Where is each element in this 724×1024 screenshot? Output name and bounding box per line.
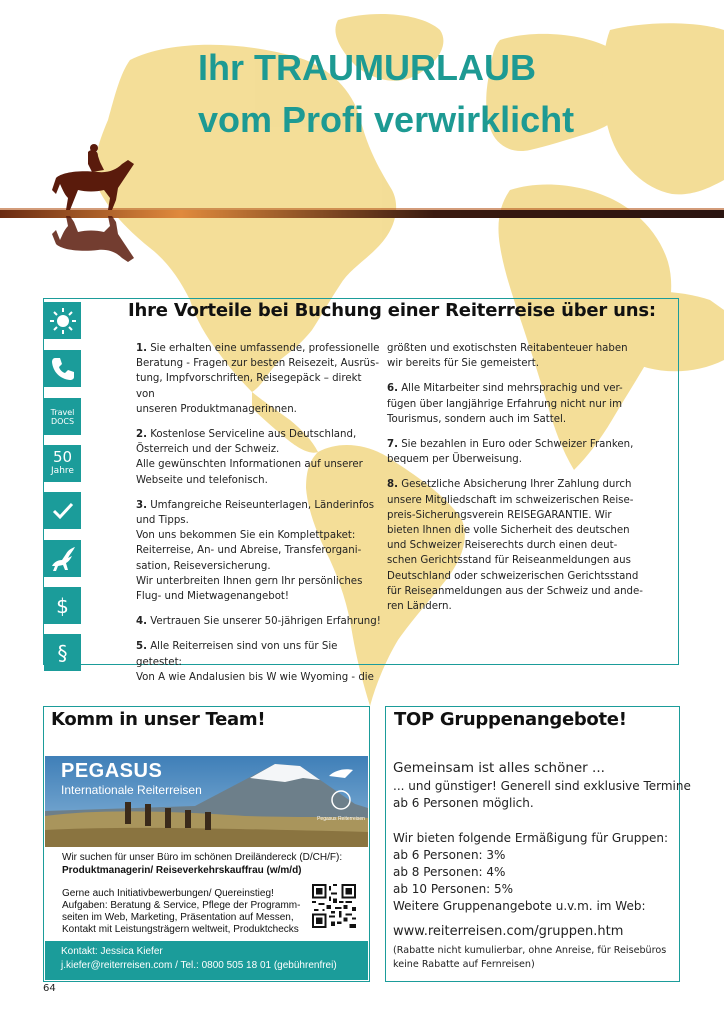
benefit-7: 7. Sie bezahlen in Euro oder Schweizer Franken, bequem per Überweisung. <box>387 439 634 466</box>
benefit-5-continued: größten und exotischsten Reitabenteuer haben wir bereits für Sie gemeistert. <box>387 343 628 370</box>
sun-icon <box>44 302 81 339</box>
benefit-8: 8. Gesetzliche Absicherung Ihrer Zahlung durch unsere Mitgliedschaft im schweizerischen Reise- preis-Sicherungsverein REISEGARANTIE. Wir bieten Ihnen die volle Sicherheit des deutschen und Schweizer Reiserechts durch einen deut- schen Gerichtsstand für Reiseanmeldungen aus Deutschland oder schweizerischen Gerichtsstand für Reiseanmeldungen aus der Schweiz und ande- ren Ländern. <box>387 479 643 613</box>
pegasus-brand: PEGASUS <box>61 760 163 782</box>
team-contact-line[interactable]: j.kiefer@reiterreisen.com / Tel.: 0800 505 18 01 (gebührenfrei) <box>61 960 337 971</box>
fifty-years-number: 50 <box>52 447 73 466</box>
group-line-2: ab 6 Personen möglich. <box>393 796 534 810</box>
group-offers-title: TOP Gruppenangebote! <box>394 709 627 730</box>
team-line-5: seiten im Web, Marketing, Präsentation auf Messen, <box>62 912 294 923</box>
benefits-title: Ihre Vorteile bei Buchung einer Reiterreise über uns: <box>128 300 656 321</box>
group-offers-link[interactable]: www.reiterreisen.com/gruppen.htm <box>393 924 624 939</box>
headline-line-2: vom Profi verwirklicht <box>198 99 575 140</box>
benefits-right-column <box>387 341 647 614</box>
team-line-1: Wir suchen für unser Büro im schönen Dreiländereck (D/CH/F): <box>62 852 343 863</box>
travel-docs-line1: Travel <box>50 407 75 417</box>
paragraph-icon: § <box>44 634 81 671</box>
page-number: 64 <box>43 983 56 994</box>
headline-line-1: Ihr TRAUMURLAUB <box>198 47 536 88</box>
group-discount-10: ab 10 Personen: 5% <box>393 882 514 896</box>
group-note-line-1: (Rabatte nicht kumulierbar, ohne Anreise, für Reisebüros <box>393 945 667 956</box>
benefit-4: 4. Vertrauen Sie unserer 50-jährigen Erfahrung! <box>136 616 381 628</box>
benefit-1: 1. Sie erhalten eine umfassende, professionelle Beratung - Fragen zur besten Reisezeit, Ausrüs- tung, Impfvorschriften, Reisegepäck – direkt von unseren Produktmanagerinnen. <box>136 343 380 415</box>
travel-docs-line2: DOCS <box>50 416 75 426</box>
rider-silhouette-horizon <box>0 140 724 290</box>
phone-icon <box>44 350 81 387</box>
team-job-title: Produktmanagerin/ Reiseverkehrskauffrau (w/m/d) <box>62 865 302 876</box>
pegasus-icon <box>44 540 81 577</box>
team-line-3: Gerne auch Initiativbewerbungen/ Quereinstieg! <box>62 888 274 899</box>
checkmark-icon <box>44 492 81 529</box>
team-title: Komm in unser Team! <box>51 709 266 730</box>
pegasus-subtitle: Internationale Reiterreisen <box>61 783 202 797</box>
team-contact-name: Kontakt: Jessica Kiefer <box>61 946 163 957</box>
group-discount-8: ab 8 Personen: 4% <box>393 865 506 879</box>
team-line-6: Kontakt mit Leistungsträgern weltweit, Produktchecks <box>62 924 299 935</box>
fifty-years-label: Jahre <box>51 465 74 476</box>
group-note-line-2: keine Rabatte auf Fernreisen) <box>393 959 535 970</box>
travel-docs-icon <box>44 398 81 435</box>
pegasus-logo-text: Pegasus Reiterreisen <box>317 816 365 822</box>
group-discount-6: ab 6 Personen: 3% <box>393 848 506 862</box>
group-more-offers: Weitere Gruppenangebote u.v.m. im Web: <box>393 899 646 913</box>
group-discount-intro: Wir bieten folgende Ermäßigung für Gruppen: <box>393 831 669 845</box>
group-lead: Gemeinsam ist alles schöner ... <box>393 760 605 776</box>
qr-code[interactable] <box>312 884 356 928</box>
benefit-5: 5. Alle Reiterreisen sind von uns für Sie getestet: Von A wie Andalusien bis W wie Wyoming - die <box>136 641 374 683</box>
dollar-icon: $ <box>44 587 81 624</box>
group-line-1: ... und günstiger! Generell sind exklusive Termine <box>393 779 691 793</box>
benefit-3: 3. Umfangreiche Reiseunterlagen, Länderinfos und Tipps. Von uns bekommen Sie ein Komplettpaket: Reiterreise, An- und Abreise, Transferorgani- sation, Reiseversicherung. Wir unterbreiten Ihnen gern Ihr persönliches Flug- und Mietwagenangebot! <box>136 499 375 603</box>
team-line-4: Aufgaben: Beratung & Service, Pflege der Programm- <box>62 900 301 911</box>
benefits-left-column <box>136 341 381 685</box>
fifty-years-icon <box>44 445 81 482</box>
benefit-6: 6. Alle Mitarbeiter sind mehrsprachig und ver- fügen über langjährige Erfahrung nicht nur im Tourismus, sondern auch im Sattel. <box>387 383 623 425</box>
benefit-2: 2. Kostenlose Serviceline aus Deutschland, Österreich und der Schweiz. Alle gewünschten Informationen auf unserer Webseite und telefonisch. <box>136 429 363 486</box>
